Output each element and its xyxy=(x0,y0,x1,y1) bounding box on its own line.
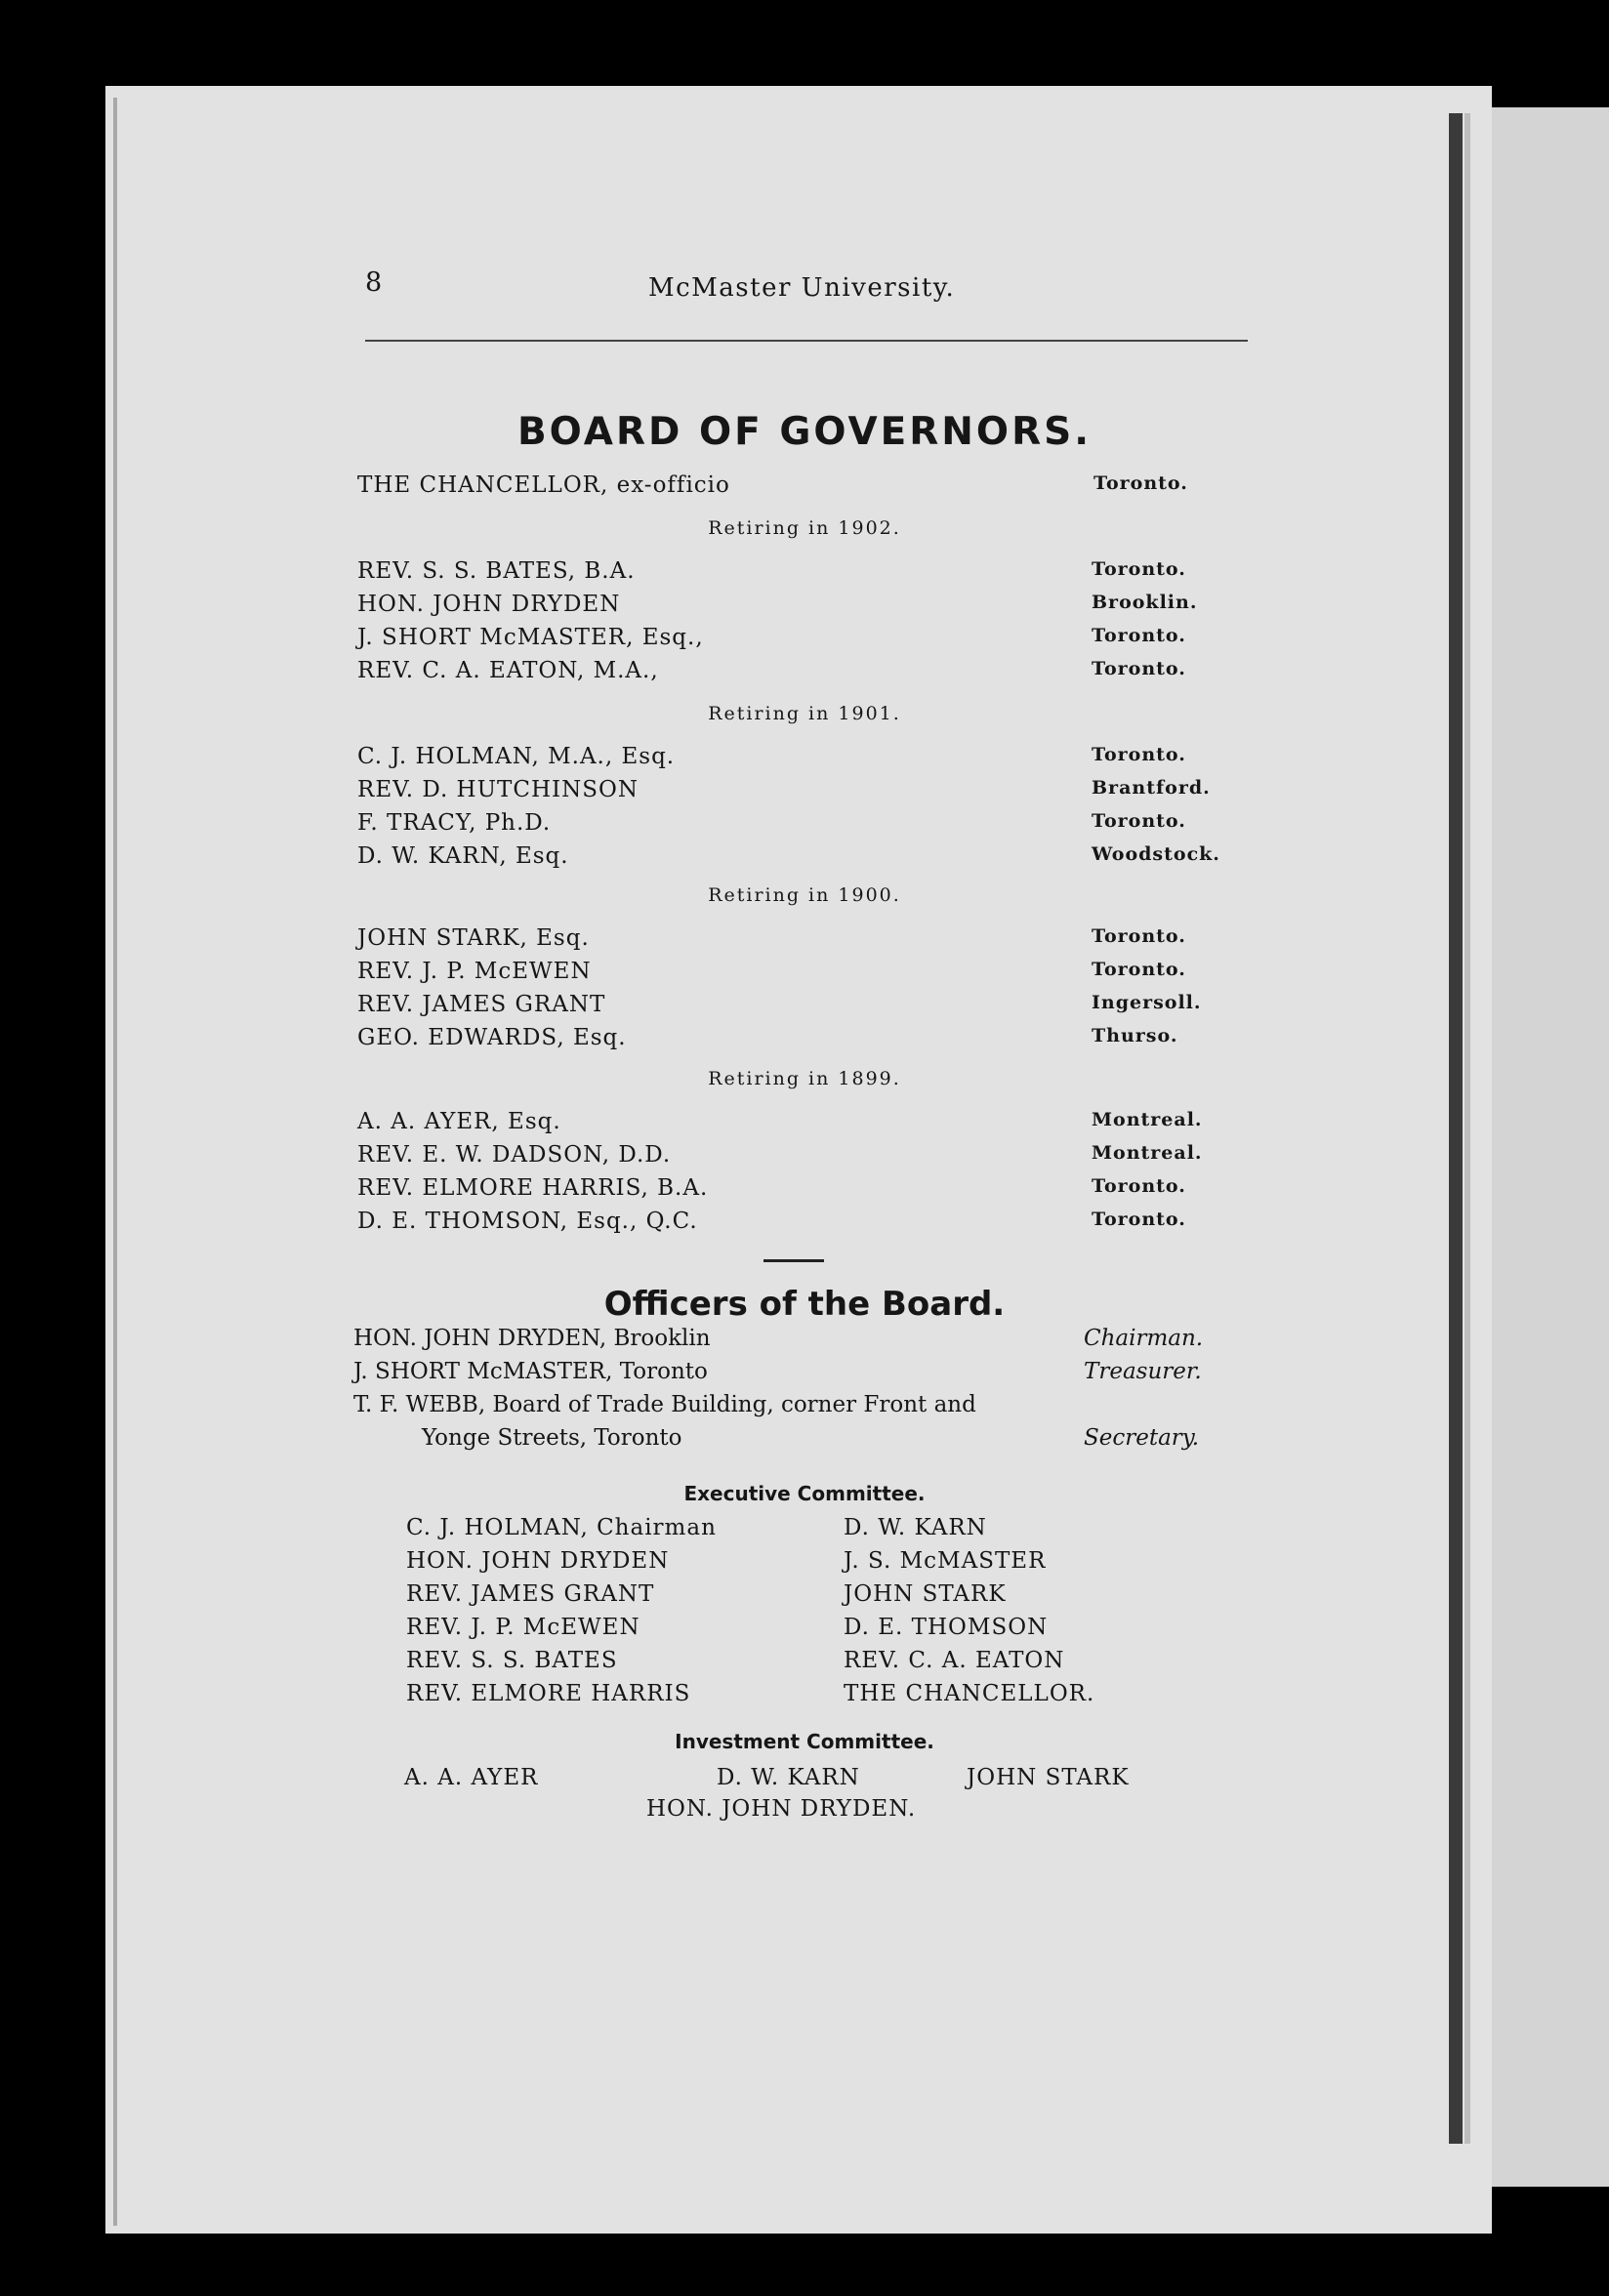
governor-row xyxy=(357,992,1236,1021)
member-name: REV. JAMES GRANT xyxy=(357,992,606,1017)
executive-member: D. W. KARN xyxy=(844,1515,987,1540)
officer-row xyxy=(353,1359,1232,1384)
webb-continuation: Yonge Streets, Toronto xyxy=(422,1425,682,1451)
member-name: HON. JOHN DRYDEN xyxy=(357,592,621,617)
member-name: D. W. KARN, Esq. xyxy=(357,843,569,869)
governor-row xyxy=(357,843,1236,873)
executive-member: REV. ELMORE HARRIS xyxy=(406,1681,691,1706)
member-place: Montreal. xyxy=(1092,1142,1203,1164)
investment-title: Investment Committee. xyxy=(675,1730,934,1753)
member-place: Toronto. xyxy=(1092,625,1186,646)
header-rule xyxy=(365,340,1248,342)
page-number: 8 xyxy=(365,267,383,298)
investment-member: A. A. AYER xyxy=(404,1765,539,1790)
member-place: Toronto. xyxy=(1092,925,1186,947)
officer-name: J. SHORT McMASTER, Toronto xyxy=(353,1359,708,1384)
officer-role: Secretary. xyxy=(1084,1425,1200,1451)
member-place: Toronto. xyxy=(1092,558,1186,580)
member-name: REV. J. P. McEWEN xyxy=(357,959,592,984)
member-place: Montreal. xyxy=(1092,1109,1203,1130)
officer-row xyxy=(353,1392,1232,1417)
member-name: REV. E. W. DADSON, D.D. xyxy=(357,1142,672,1168)
governor-row xyxy=(357,925,1236,955)
member-place: Ingersoll. xyxy=(1092,992,1202,1013)
officers-title: Officers of the Board. xyxy=(603,1285,1006,1324)
executive-member: REV. J. P. McEWEN xyxy=(406,1615,640,1640)
member-name: J. SHORT McMASTER, Esq., xyxy=(357,625,704,650)
retiring-heading: Retiring in 1899. xyxy=(708,1068,901,1089)
member-name: REV. C. A. EATON, M.A., xyxy=(357,658,659,683)
officer-role: Chairman. xyxy=(1084,1326,1204,1351)
member-name: THE CHANCELLOR, ex-officio xyxy=(357,472,730,498)
section-divider xyxy=(763,1259,824,1262)
executive-member: D. E. THOMSON xyxy=(844,1615,1049,1640)
executive-member: JOHN STARK xyxy=(844,1581,1007,1607)
officer-role: Treasurer. xyxy=(1084,1359,1202,1384)
member-name: REV. S. S. BATES, B.A. xyxy=(357,558,636,584)
member-name: D. E. THOMSON, Esq., Q.C. xyxy=(357,1209,698,1234)
member-place: Brooklin. xyxy=(1092,592,1198,613)
executive-title: Executive Committee. xyxy=(683,1482,926,1505)
governor-row xyxy=(357,1175,1236,1205)
member-name: C. J. HOLMAN, M.A., Esq. xyxy=(357,744,676,769)
member-place: Thurso. xyxy=(1092,1025,1178,1046)
executive-member: HON. JOHN DRYDEN xyxy=(406,1548,670,1574)
governor-row xyxy=(357,625,1236,654)
investment-member: JOHN STARK xyxy=(967,1765,1130,1790)
executive-member: C. J. HOLMAN, Chairman xyxy=(406,1515,717,1540)
executive-member: REV. C. A. EATON xyxy=(844,1648,1065,1673)
governor-row xyxy=(357,1142,1236,1171)
governor-row xyxy=(357,810,1236,840)
executive-member: J. S. McMASTER xyxy=(844,1548,1047,1574)
member-place: Toronto. xyxy=(1092,658,1186,679)
member-name: A. A. AYER, Esq. xyxy=(357,1109,561,1134)
member-place: Toronto. xyxy=(1092,744,1186,765)
retiring-heading: Retiring in 1902. xyxy=(708,517,901,539)
investment-member: D. W. KARN xyxy=(717,1765,860,1790)
member-place: Toronto. xyxy=(1092,959,1186,980)
member-place: Toronto. xyxy=(1092,1209,1186,1230)
governor-row xyxy=(357,744,1236,773)
member-place: Woodstock. xyxy=(1092,843,1220,865)
governor-row xyxy=(357,1025,1236,1054)
retiring-heading: Retiring in 1901. xyxy=(708,703,901,724)
investment-member: HON. JOHN DRYDEN. xyxy=(646,1796,917,1822)
running-head: McMaster University. xyxy=(648,273,956,303)
officer-name: HON. JOHN DRYDEN, Brooklin xyxy=(353,1326,711,1351)
member-name: F. TRACY, Ph.D. xyxy=(357,810,552,836)
executive-member: THE CHANCELLOR. xyxy=(844,1681,1095,1706)
member-place: Brantford. xyxy=(1092,777,1211,799)
governor-row xyxy=(357,658,1236,687)
governor-row xyxy=(357,1109,1236,1138)
member-place: Toronto. xyxy=(1093,472,1188,494)
member-name: GEO. EDWARDS, Esq. xyxy=(357,1025,627,1050)
member-place: Toronto. xyxy=(1092,810,1186,832)
governor-row xyxy=(357,558,1236,588)
executive-member: REV. S. S. BATES xyxy=(406,1648,618,1673)
member-name: REV. D. HUTCHINSON xyxy=(357,777,639,802)
officer-name: T. F. WEBB, Board of Trade Building, corner Front and xyxy=(353,1392,976,1417)
governor-row xyxy=(357,1209,1236,1238)
governor-row xyxy=(357,592,1236,621)
member-name: REV. ELMORE HARRIS, B.A. xyxy=(357,1175,709,1201)
executive-member: REV. JAMES GRANT xyxy=(406,1581,655,1607)
officer-row xyxy=(353,1326,1232,1351)
governor-row xyxy=(357,777,1236,806)
governor-row xyxy=(357,959,1236,988)
board-title: BOARD OF GOVERNORS. xyxy=(516,410,1093,454)
member-name: JOHN STARK, Esq. xyxy=(357,925,590,951)
retiring-heading: Retiring in 1900. xyxy=(708,884,901,906)
member-place: Toronto. xyxy=(1092,1175,1186,1197)
chancellor-row xyxy=(357,472,1236,502)
